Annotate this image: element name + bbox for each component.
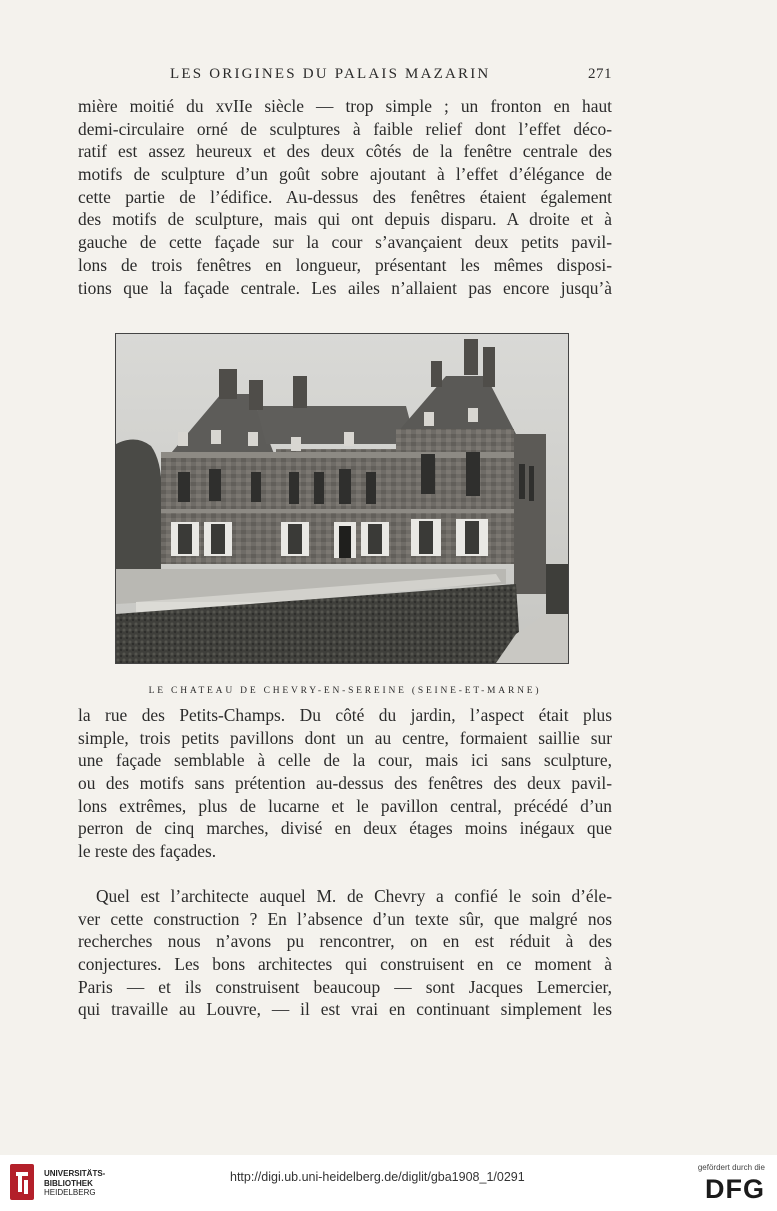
- text-line: simple, trois petits pavillons dont un au centre, formaient saillie sur: [78, 727, 612, 748]
- text-line: une façade semblable à celle de la cour, mais ici sans sculpture,: [78, 750, 612, 771]
- text-line: qui travaille au Louvre, — il est vrai en continuant simplement les: [78, 999, 612, 1020]
- text-line: lons extrêmes, plus de lucarne et le pavillon central, précédé d’un: [78, 795, 612, 816]
- funding-note: gefördert durch die: [697, 1163, 765, 1172]
- dfg-logo: DFG: [705, 1174, 765, 1204]
- text-line: Quel est l’architecte auquel M. de Chevry a confié le soin d’éle-: [96, 886, 612, 906]
- text-line: cette partie de l’édifice. Au-dessus des fenêtres étaient également: [78, 186, 612, 207]
- paragraph-3: [78, 885, 612, 1021]
- text-line: perron de cinq marches, divisé en deux étages moins inégaux que: [78, 818, 612, 839]
- text-line: des motifs de sculpture, mais qui ont depuis disparu. A droite et à: [78, 209, 612, 230]
- text-line: lons de trois fenêtres en longueur, présentant les mêmes disposi-: [78, 254, 612, 275]
- text-line: conjectures. Les bons architectes qui construisent en ce moment à: [78, 954, 612, 975]
- text-line: Paris — et ils construisent beaucoup — sont Jacques Lemercier,: [78, 976, 612, 997]
- running-title: LES ORIGINES DU PALAIS MAZARIN: [170, 66, 491, 82]
- chateau-image: [116, 334, 568, 663]
- library-name-line: HEIDELBERG: [44, 1188, 96, 1197]
- text-line: recherches nous n’avons pu rencontrer, on en est réduit à des: [78, 931, 612, 952]
- page-number: 271: [588, 66, 612, 82]
- paragraph-2: [78, 704, 612, 863]
- chateau-photograph: [115, 333, 569, 664]
- text-line: tions que la façade centrale. Les ailes n’allaient pas encore jusqu’à: [78, 277, 612, 298]
- text-line: motifs de sculpture d’un goût sobre ajoutant à l’effet d’élégance de: [78, 164, 612, 185]
- text-line: mière moitié du xvIIe siècle — trop simple ; un fronton en haut: [78, 96, 612, 116]
- text-line: demi-circulaire orné de sculptures à faible relief dont l’effet déco-: [78, 118, 612, 139]
- figure-caption: LE CHATEAU DE CHEVRY-EN-SEREINE (SEINE-ET-MARNE): [148, 686, 542, 696]
- text-line: le reste des façades.: [78, 841, 217, 862]
- text-line: gauche de cette façade sur la cour s’avançaient deux petits pavil-: [78, 232, 612, 253]
- text-line: ou des motifs sans prétention au-dessus des fenêtres des deux pavil-: [78, 773, 612, 794]
- footer-bar: [0, 1155, 777, 1211]
- text-line: la rue des Petits-Champs. Du côté du jardin, l’aspect était plus: [78, 705, 612, 725]
- digital-copy-link[interactable]: http://digi.ub.uni-heidelberg.de/diglit/gba1908_1/0291: [230, 1170, 525, 1184]
- library-name-line: BIBLIOTHEK: [44, 1178, 93, 1188]
- library-name-line: UNIVERSITÄTS-: [44, 1169, 106, 1178]
- university-library-name: [44, 1169, 105, 1198]
- paragraph-1: [78, 95, 612, 299]
- text-line: ver cette construction ? En l’absence d’un texte sûr, que malgré nos: [78, 908, 612, 929]
- university-library-logo-icon: [8, 1162, 36, 1202]
- text-line: ratif est assez heureux et des deux côtés de la fenêtre centrale des: [78, 141, 612, 162]
- running-head: [78, 66, 612, 88]
